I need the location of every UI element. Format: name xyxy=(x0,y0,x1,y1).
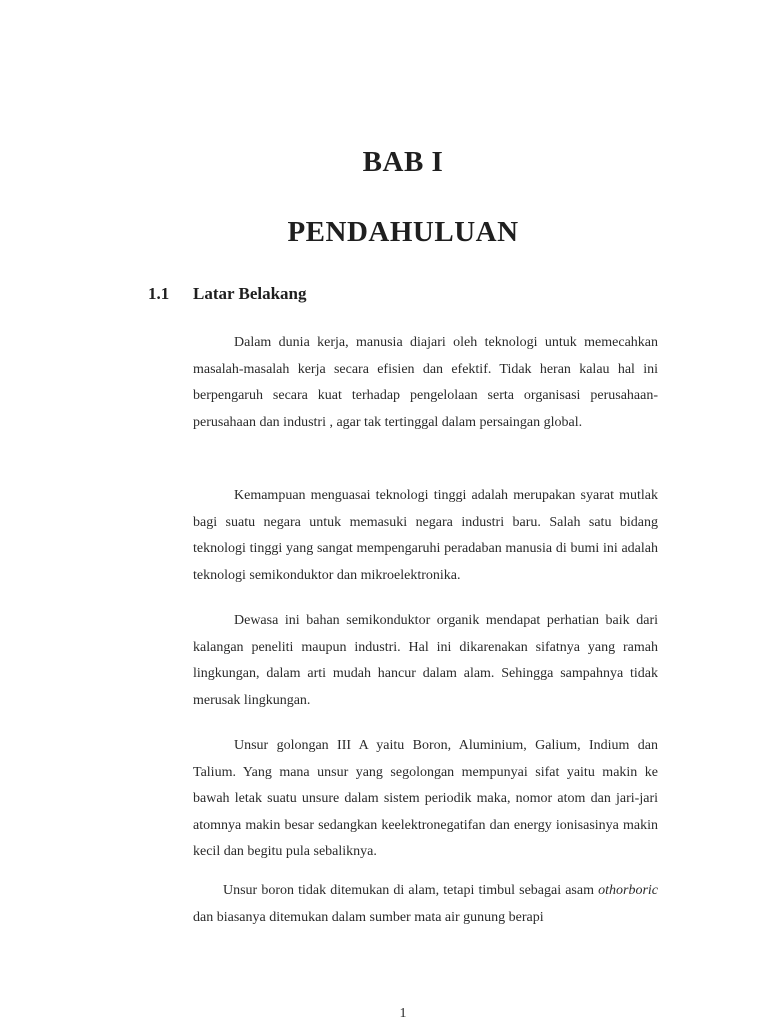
paragraph-4: Unsur golongan III A yaitu Boron, Aluminium, Galium, Indium dan Talium. Yang mana unsur yang segolongan mempunyai sifat yaitu makin ke bawah letak suatu unsure dalam sistem periodik maka, nomor atom dan jari-jari atomnya makin besar sedangkan keelektronegatifan dan energy ionisasinya makin kecil dan begitu pula sebaliknya. xyxy=(193,738,658,859)
paragraph-5-tail: dan biasanya ditemukan dalam sumber mata air gunung berapi xyxy=(193,909,544,925)
page-number: 1 xyxy=(399,1006,407,1021)
paragraph-5-lead: Unsur boron tidak ditemukan di alam, tetapi timbul sebagai asam xyxy=(223,883,599,898)
section-title: Latar Belakang xyxy=(193,284,307,303)
paragraph-5 xyxy=(193,878,658,931)
section-heading xyxy=(148,284,307,304)
paragraph-3: Dewasa ini bahan semikonduktor organik mendapat perhatian baik dari kalangan peneliti maupun industri. Hal ini dikarenakan sifatnya yang ramah lingkungan, dalam arti mudah hancur dalam alam. Sehingga sampahnya tidak merusak lingkungan. xyxy=(193,613,658,708)
section-number: 1.1 xyxy=(148,284,170,303)
paragraph-2: Kemampuan menguasai teknologi tinggi adalah merupakan syarat mutlak bagi suatu negara untuk memasuki negara industri baru. Salah satu bidang teknologi tinggi yang sangat mempengaruhi peradaban manusia di bumi ini adalah teknologi semikonduktor dan mikroelektronika. xyxy=(193,488,658,583)
chapter-title: PENDAHULUAN xyxy=(287,216,519,248)
chapter-number: BAB I xyxy=(362,146,444,178)
paragraph-1: Dalam dunia kerja, manusia diajari oleh teknologi untuk memecahkan masalah-masalah kerja secara efisien dan efektif. Tidak heran kalau hal ini berpengaruh secara kuat terhadap pengelolaan serta organisasi perusahaan-perusahaan dan industri , agar tak tertinggal dalam persaingan global. xyxy=(193,335,658,430)
italic-term: othorboric xyxy=(598,883,658,898)
